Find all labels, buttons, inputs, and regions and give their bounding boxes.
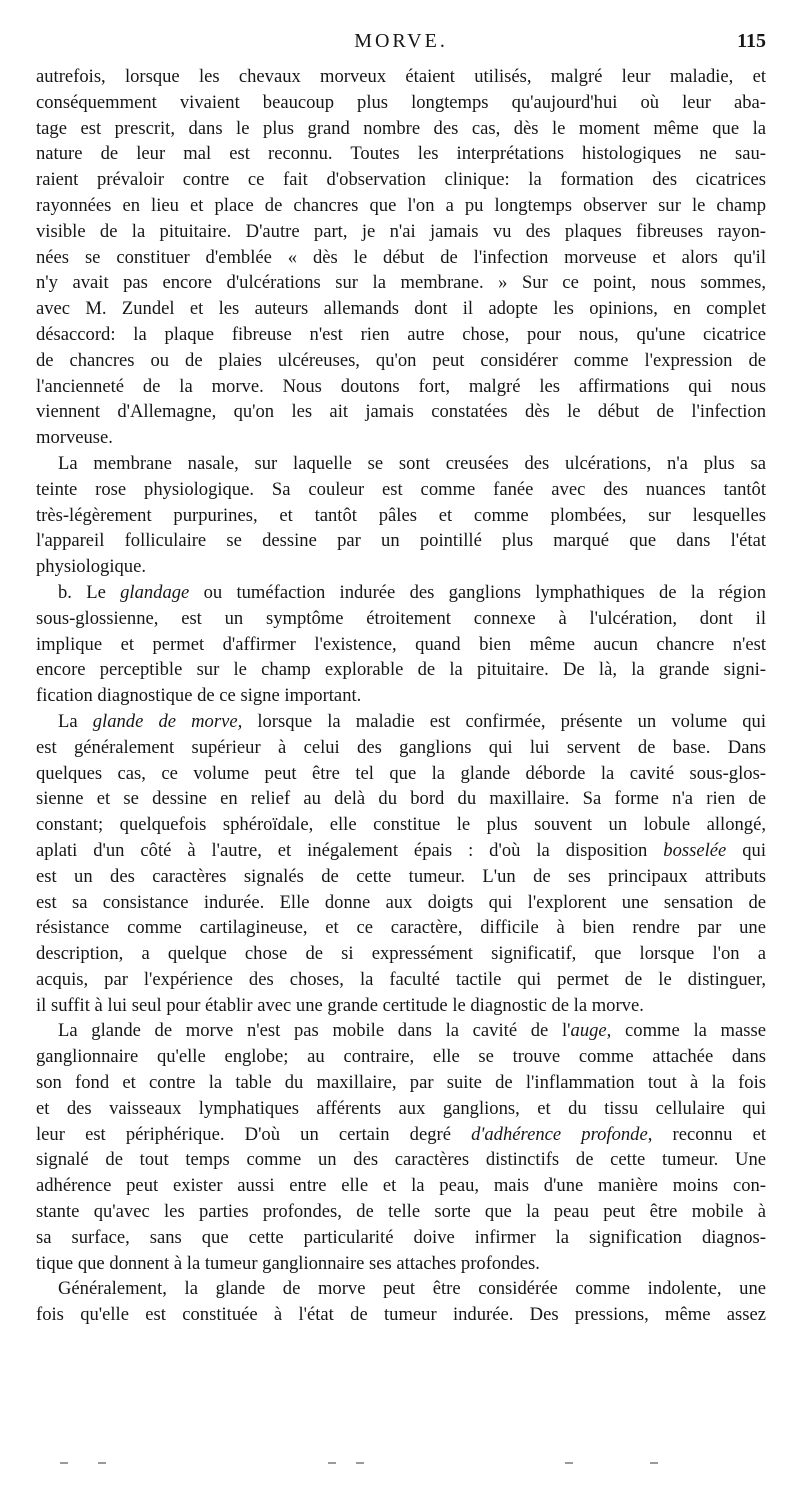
scan-speck — [60, 1462, 68, 1464]
text-line: est généralement supérieur à celui des ganglions qui lui servent de base. Dans — [36, 736, 766, 758]
text-line: très-légèrement purpurines, et tantôt pâles et comme plombées, sur lesquelles — [36, 504, 766, 526]
text-line — [36, 1018, 766, 1044]
scan-speck — [98, 1462, 106, 1464]
paragraph-5 — [36, 1018, 766, 1276]
body-text — [36, 64, 766, 1328]
text-line: sa surface, sans que cette particularité doive infirmer la signification diagnos- — [36, 1226, 766, 1248]
text-line: fois qu'elle est constituée à l'état de tumeur indurée. Des pressions, même assez — [36, 1304, 766, 1326]
text-run: qui — [726, 839, 766, 861]
text-line: autrefois, lorsque les chevaux morveux étaient utilisés, malgré leur maladie, et — [36, 66, 766, 87]
text-line: tage est prescrit, dans le plus grand nombre des cas, dès le moment même que la — [36, 117, 766, 139]
text-line — [36, 1122, 766, 1148]
text-line: il suffit à lui seul pour établir avec une grande certitude le diagnostic de la morve. — [36, 994, 644, 1016]
text-line: n'y avait pas encore d'ulcérations sur la membrane. » Sur ce point, nous sommes, — [36, 272, 766, 294]
text-line: viennent d'Allemagne, qu'on les ait jamais constatées dès le début de l'infection — [36, 401, 766, 423]
italic-term: auge, — [570, 1020, 612, 1042]
text-line: l'appareil folliculaire se dessine par un pointillé plus marqué que dans l'état — [36, 530, 766, 552]
scan-speck — [565, 1462, 573, 1464]
running-head — [36, 30, 766, 60]
text-line: ganglionnaire qu'elle englobe; au contraire, elle se trouve comme attachée dans — [36, 1046, 766, 1068]
text-line: implique et permet d'affirmer l'existence, quand bien même aucun chancre n'est — [36, 633, 766, 655]
text-line: La membrane nasale, sur laquelle se sont creusées des ulcérations, n'a plus sa — [58, 452, 766, 474]
text-line: sous-glossienne, est un symptôme étroitement connexe à l'ulcération, dont il — [36, 607, 766, 629]
text-line: sienne et se dessine en relief au delà du bord du maxillaire. Sa forme n'a rien de — [36, 788, 766, 810]
text-line: nées se constituer d'emblée « dès le début de l'infection morveuse et alors qu'il — [36, 246, 766, 268]
text-line: description, a quelque chose de si expressément significatif, que lorsque l'on a — [36, 943, 766, 965]
text-line: de chancres ou de plaies ulcéreuses, qu'on peut considérer comme l'expression de — [36, 349, 766, 371]
text-line: résistance comme cartilagineuse, et ce caractère, difficile à bien rendre par une — [36, 917, 766, 939]
text-line: stante qu'avec les parties profondes, de telle sorte que la peau peut être mobile à — [36, 1201, 766, 1223]
text-line — [36, 580, 766, 606]
text-run: comme la masse — [611, 1020, 766, 1042]
text-line: encore perceptible sur le champ explorable de la pituitaire. De là, la grande signi- — [36, 659, 766, 681]
text-line: morveuse. — [36, 427, 113, 449]
paragraph-1 — [36, 64, 766, 451]
text-line: et des vaisseaux lymphatiques afférents aux ganglions, et du tissu cellulaire qui — [36, 1097, 766, 1119]
paragraph-4 — [36, 709, 766, 1019]
italic-term: glandage — [120, 581, 190, 603]
text-line: l'ancienneté de la morve. Nous doutons fort, malgré les affirmations qui nous — [36, 375, 766, 397]
italic-term: d'adhérence profonde — [471, 1123, 648, 1145]
paragraph-3 — [36, 580, 766, 709]
italic-term: glande de morve, — [92, 710, 243, 732]
running-title: MORVE. — [354, 30, 448, 52]
text-line: visible de la pituitaire. D'autre part, je n'ai jamais vu des plaques fibreuses rayon- — [36, 220, 766, 242]
scan-speck — [356, 1462, 364, 1464]
paragraph-2 — [36, 451, 766, 580]
text-line: signalé de tout temps comme un des caractères distinctifs de cette tumeur. Une — [36, 1149, 766, 1171]
text-run: , reconnu et — [647, 1123, 766, 1145]
paragraph-lead: La glande de morve n'est pas mobile dans la cavité de l' — [58, 1020, 571, 1042]
text-line: désaccord: la plaque fibreuse n'est rien autre chose, pour nous, qu'une cicatrice — [36, 323, 766, 345]
italic-term: bosselée — [663, 839, 727, 861]
scan-specks — [60, 1462, 680, 1466]
text-line: Généralement, la glande de morve peut être considérée comme indolente, une — [58, 1278, 766, 1300]
text-run: aplati d'un côté à l'autre, et inégalement épais : d'où la disposition — [36, 839, 664, 861]
text-line: fication diagnostique de ce signe important. — [36, 685, 362, 707]
paragraph-lead: b. Le — [58, 581, 121, 603]
paragraph-lead: La — [58, 710, 93, 732]
text-run: lorsque la maladie est confirmée, présente un volume qui — [242, 710, 766, 732]
scan-speck — [328, 1462, 336, 1464]
text-line: raient prévaloir contre ce fait d'observation clinique: la formation des cicatrices — [36, 169, 766, 191]
text-line: quelques cas, ce volume peut être tel que la glande déborde la cavité sous-glos- — [36, 762, 766, 784]
text-line: avec M. Zundel et les auteurs allemands dont il adopte les opinions, en complet — [36, 298, 766, 320]
text-line: nature de leur mal est reconnu. Toutes les interprétations histologiques ne sau- — [36, 143, 766, 165]
text-line: teinte rose physiologique. Sa couleur est comme fanée avec des nuances tantôt — [36, 478, 766, 500]
text-line: constant; quelquefois sphéroïdale, elle constitue le plus souvent un lobule allongé, — [36, 814, 766, 836]
text-line: conséquemment vivaient beaucoup plus longtemps qu'aujourd'hui où leur aba- — [36, 91, 766, 113]
text-line: physiologique. — [36, 556, 147, 578]
text-line: tique que donnent à la tumeur ganglionnaire ses attaches profondes. — [36, 1252, 540, 1274]
text-line: adhérence peut exister aussi entre elle et la peau, mais d'une manière moins con- — [36, 1175, 766, 1197]
text-line — [36, 709, 766, 735]
text-line — [36, 838, 766, 864]
text-line: est un des caractères signalés de cette tumeur. L'un de ses principaux attributs — [36, 865, 766, 887]
page-number: 115 — [737, 30, 766, 52]
paragraph-6 — [36, 1276, 766, 1328]
text-line: est sa consistance indurée. Elle donne aux doigts qui l'explorent une sensation de — [36, 891, 766, 913]
text-line: acquis, par l'expérience des choses, la faculté tactile qui permet de le distinguer, — [36, 968, 766, 990]
text-run: leur est périphérique. D'où un certain degré — [36, 1123, 472, 1145]
scan-speck — [650, 1462, 658, 1464]
text-run: ou tuméfaction indurée des ganglions lymphathiques de la région — [189, 581, 766, 603]
text-line: son fond et contre la table du maxillaire, par suite de l'inflammation tout à la fois — [36, 1072, 766, 1094]
text-line: rayonnées en lieu et place de chancres que l'on a pu longtemps observer sur le champ — [36, 194, 766, 216]
